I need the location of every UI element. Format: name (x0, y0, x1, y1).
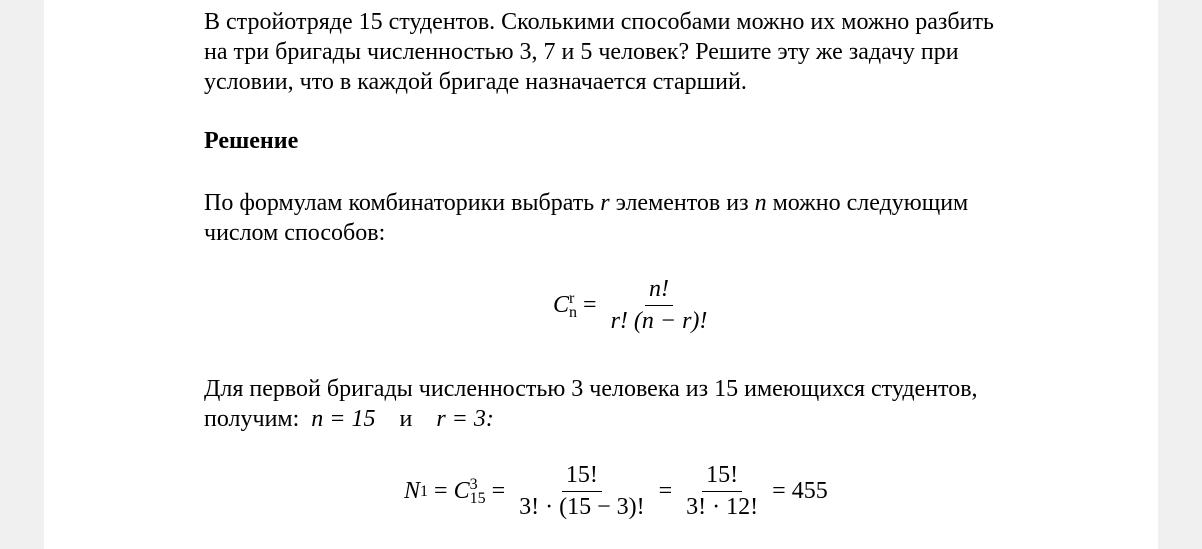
formula2-lhs-sub: 1 (420, 482, 429, 500)
formula2-equals-4: = (772, 478, 786, 504)
formula2-frac1-numerator: 15! (562, 462, 602, 492)
para1-text-2: элементов из (615, 190, 749, 216)
formula2-frac2-numerator: 15! (702, 462, 742, 492)
combinatorics-paragraph (204, 188, 1080, 248)
formula2-result: 455 (791, 478, 828, 504)
formula2-c-base: C (453, 478, 470, 504)
var-n: n (754, 190, 767, 216)
formula1-denominator: r! (n − r)! (610, 308, 708, 334)
first-brigade-formula (404, 462, 828, 521)
formula2-equals-3: = (658, 478, 673, 504)
para1-text-1: По формулам комбинаторики выбрать (204, 190, 595, 216)
formula2-c-sub: 15 (469, 489, 486, 507)
formula2-equals-2: = (491, 478, 506, 504)
formula2-fraction-1 (515, 462, 649, 521)
formula1-equals: = (583, 292, 597, 318)
problem-text (204, 7, 1080, 97)
document-page (44, 0, 1158, 549)
solution-heading: Решение (204, 128, 299, 154)
formula2-c-sup: 3 (469, 475, 478, 493)
formula2-c-scripts (469, 475, 486, 507)
problem-line-1: В стройотряде 15 студентов. Сколькими способами можно их можно разбить (204, 9, 994, 35)
formula2-equals-1: = (434, 478, 448, 504)
para1-line-2: числом способов: (204, 220, 386, 246)
formula2-fraction-2 (682, 462, 762, 521)
formula1-numerator: n! (645, 276, 673, 306)
r-equals-3: r = 3: (436, 406, 494, 432)
para2-line-1: Для первой бригады численностью 3 человека из 15 имеющихся студентов, (204, 376, 978, 402)
problem-line-2: на три бригады численностью 3, 7 и 5 человек? Решите эту же задачу при (204, 39, 959, 65)
var-r: r (600, 190, 610, 216)
formula1-lhs-sup: r (569, 289, 575, 307)
problem-line-3: условии, что в каждой бригаде назначается старший. (204, 69, 747, 95)
para2-text-1: получим: (204, 406, 300, 432)
formula1-lhs-sub: n (569, 303, 578, 321)
para2-and: и (399, 406, 413, 432)
first-brigade-paragraph (204, 374, 1080, 434)
para1-text-3: можно следующим (772, 190, 969, 216)
formula1-lhs-base: C (553, 292, 570, 318)
formula1-fraction (607, 276, 712, 335)
formula2-lhs: N (404, 478, 421, 504)
formula1-scripts (569, 289, 578, 321)
combination-formula (553, 276, 715, 335)
formula2-frac1-denominator: 3! · (15 − 3)! (519, 494, 645, 520)
formula2-frac2-denominator: 3! · 12! (686, 494, 759, 520)
n-equals-15: n = 15 (311, 406, 376, 432)
